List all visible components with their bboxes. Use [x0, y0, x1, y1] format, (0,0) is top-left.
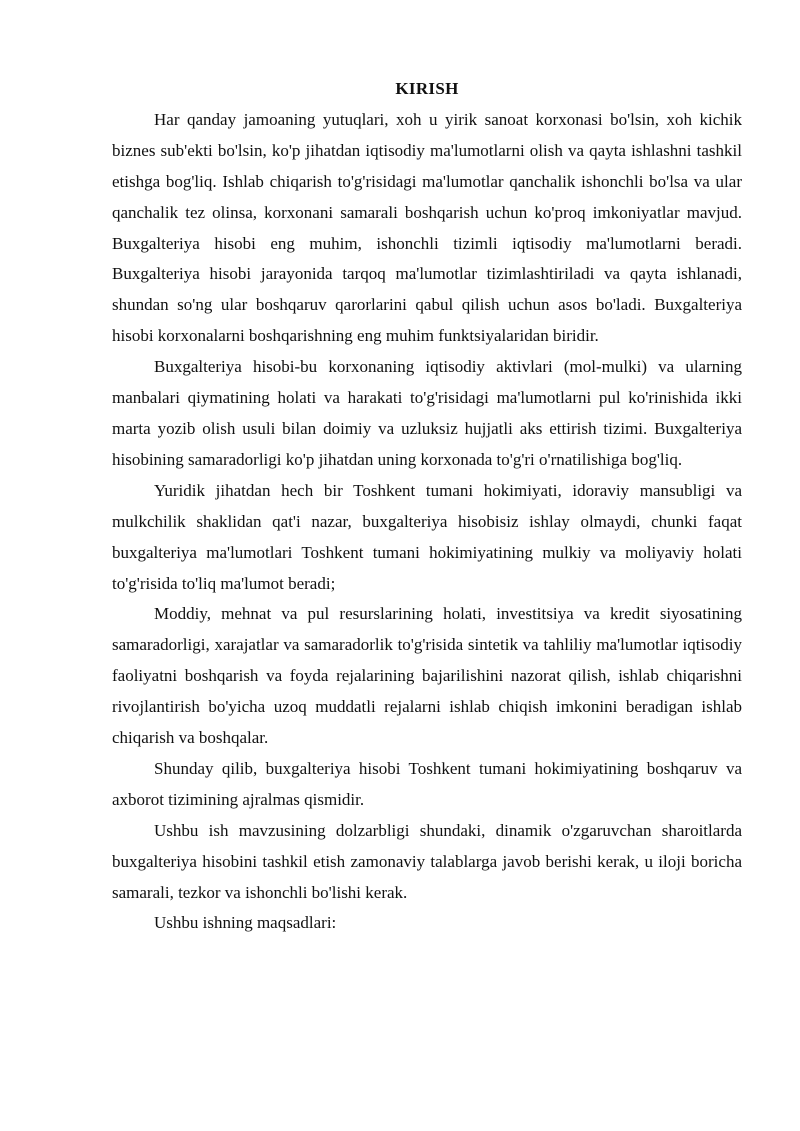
paragraph: Shunday qilib, buxgalteriya hisobi Toshkent tumani hokimiyatining boshqaruv va axborot tizimining ajralmas qismidir. [112, 758, 742, 809]
paragraph: Moddiy, mehnat va pul resurslarining holati, investitsiya va kredit siyosatining samaradorligi, xarajatlar va samaradorlik to'g'risida sintetik va tahliliy ma'lumotlar iqtisodiy faoliyatni boshqarish va foyda rejalarining bajarilishini nazorat qilish, ishlab chiqarishni rivojlantirish bo'yicha uzoq muddatli rejalarni ishlab chiqish imkonini beradigan ishlab chiqarish va boshqalar. [112, 604, 742, 748]
paragraph: Har qanday jamoaning yutuqlari, xoh u yirik sanoat korxonasi bo'lsin, xoh kichik biznes sub'ekti bo'lsin, ko'p jihatdan iqtisodiy ma'lumotlarni olish va qayta ishlashni tashkil etishga bog'liq. Ishlab chiqarish to'g'risidagi ma'lumotlar qanchalik ishonchli bo'lsa va ular qanchalik tez olinsa, korxonani samarali boshqarish uchun ko'proq imkoniyatlar mavjud. Buxgalteriya hisobi eng muhim, ishonchli tizimli iqtisodiy ma'lumotlarni beradi. Buxgalteriya hisobi jarayonida tarqoq ma'lumotlar tizimlashtiriladi va qayta ishlanadi, shundan so'ng ular boshqaruv qarorlarini qabul qilish uchun asos bo'ladi. Buxgalteriya hisobi korxonalarni boshqarishning eng muhim funktsiyalaridan biridir. [112, 109, 742, 346]
paragraph: Ushbu ish mavzusining dolzarbligi shundaki, dinamik o'zgaruvchan sharoitlarda buxgalteriya hisobini tashkil etish zamonaviy talablarga javob berishi kerak, u iloji boricha samarali, tezkor va ishonchli bo'lishi kerak. [112, 820, 742, 902]
paragraph: Yuridik jihatdan hech bir Toshkent tumani hokimiyati, idoraviy mansubligi va mulkchilik shaklidan qat'i nazar, buxgalteriya hisobisiz ishlay olmaydi, chunki faqat buxgalteriya ma'lumotlari Toshkent tumani hokimiyatining mulkiy va moliyaviy holati to'g'risida to'liq ma'lumot beradi; [112, 480, 742, 593]
paragraph: Ushbu ishning maqsadlari: [154, 913, 337, 933]
page-title: KIRISH [395, 79, 459, 98]
document-page [112, 74, 742, 939]
paragraph: Buxgalteriya hisobi-bu korxonaning iqtisodiy aktivlari (mol-mulki) va ularning manbalari qiymatining holati va harakati to'g'risidagi ma'lumotlarni pul ko'rinishida ikki marta yozib olish usuli bilan doimiy va uzluksiz hujjatli aks ettirish tizimi. Buxgalteriya hisobining samaradorligi ko'p jihatdan uning korxonada to'g'ri o'rnatilishiga bog'liq. [112, 357, 742, 469]
